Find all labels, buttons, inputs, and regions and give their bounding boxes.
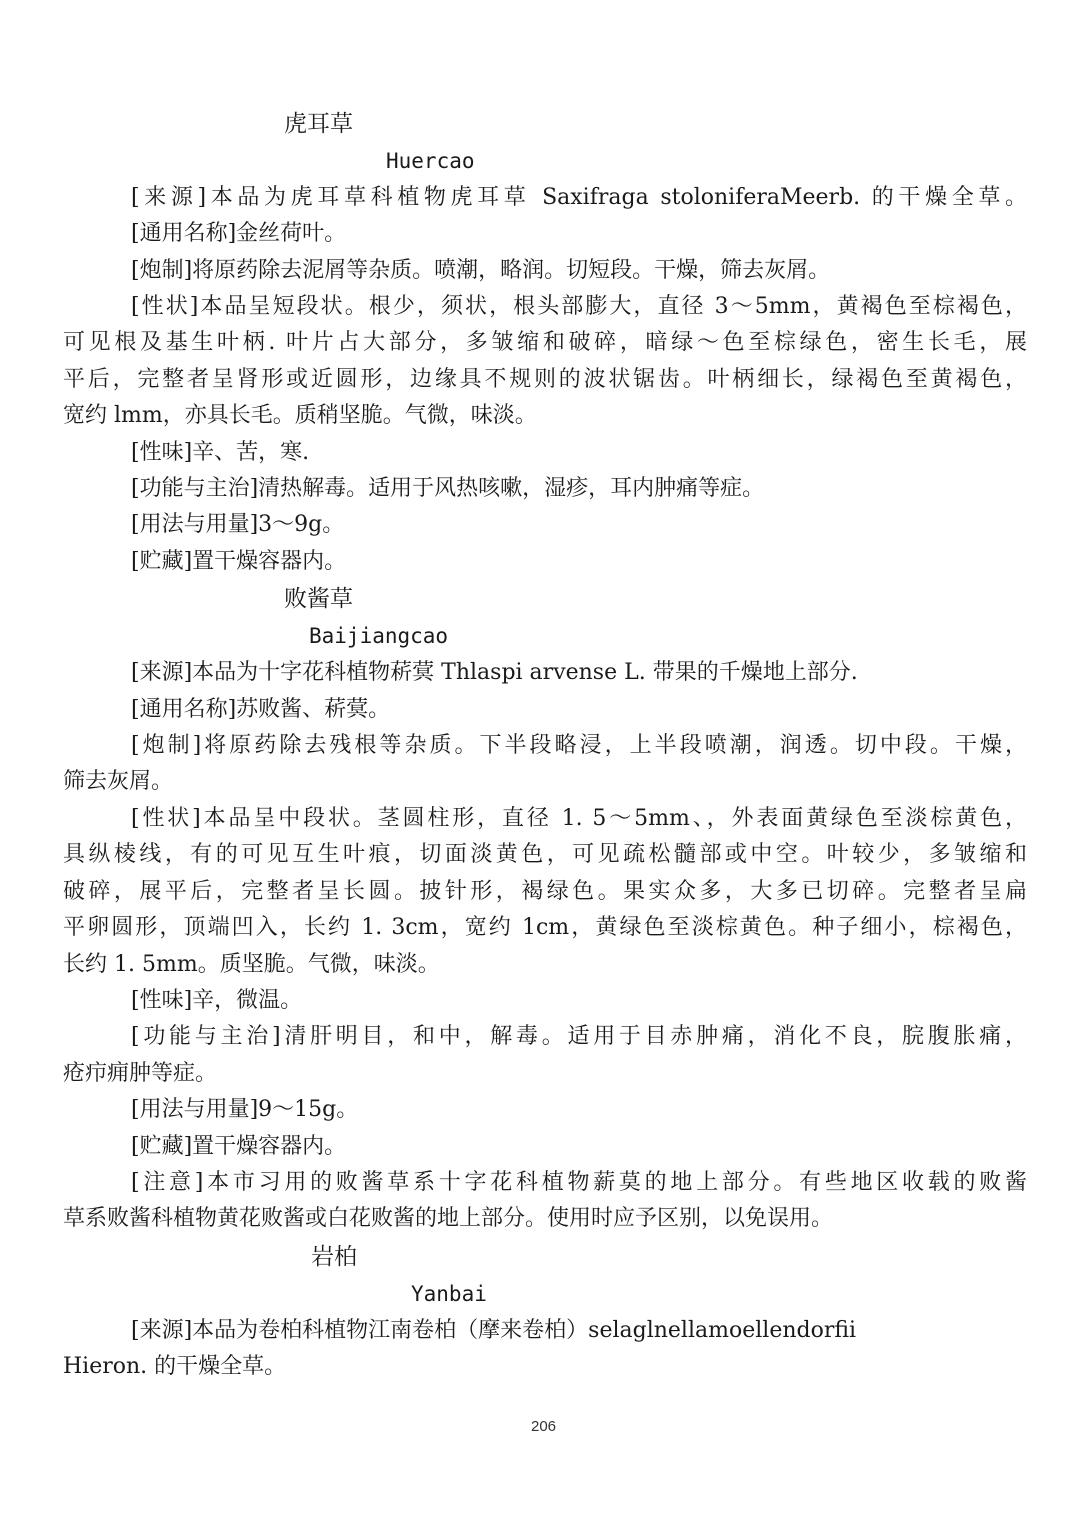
entry-pinyin: Yanbai — [411, 1282, 487, 1306]
entry-text-line: [用法与用量]9～15g。 — [131, 1097, 359, 1122]
entry-text-line: [功能与主治]清肝明目，和中，解毒。适用于目赤肿痛，消化不良，脘腹胀痛， — [131, 1024, 1027, 1049]
entry-text-line: 长约 1. 5mm。质坚脆。气微，味淡。 — [63, 952, 440, 977]
entry-text-line: [贮藏]置干燥容器内。 — [131, 1134, 347, 1159]
entry-text-line: [炮制]将原药除去泥屑等杂质。喷潮，略润。切短段。干燥，筛去灰屑。 — [131, 258, 831, 283]
entry-text-line: [功能与主治]清热解毒。适用于风热咳嗽，湿疹，耳内肿痛等症。 — [131, 476, 765, 501]
entry-text-line: 破碎，展平后，完整者呈长圆。披针形，褐绿色。果实众多，大多已切碎。完整者呈扁 — [63, 879, 1027, 904]
entry-text-line: [注意]本市习用的败酱草系十字花科植物薪莫的地上部分。有些地区收载的败酱 — [131, 1170, 1027, 1195]
entry-text-line: [通用名称]金丝荷叶。 — [131, 221, 347, 246]
entry-title: 虎耳草 — [284, 111, 353, 137]
entry-text-line: 筛去灰屑。 — [63, 769, 174, 794]
entry-text-line: Hieron. 的干燥全草。 — [63, 1354, 287, 1379]
entry-text-line: [来源]本品为卷柏科植物江南卷柏（摩来卷柏）selaglnellamoellendorfii — [131, 1318, 857, 1343]
entry-text-line: 可见根及基生叶柄. 叶片占大部分，多皱缩和破碎，暗绿～色至棕绿色，密生长毛，展 — [63, 330, 1027, 355]
entry-title: 岩柏 — [311, 1244, 357, 1270]
entry-pinyin: Baijiangcao — [309, 624, 449, 648]
entry-text-line: [来源]本品为虎耳草科植物虎耳草 Saxifraga stoloniferaMeerb. 的干燥全草。 — [131, 185, 1027, 210]
entry-text-line: [性味]辛、苦，寒. — [131, 440, 310, 465]
page-number: 206 — [530, 1418, 557, 1435]
entry-text-line: [通用名称]苏败酱、菥蓂。 — [131, 697, 391, 722]
entry-text-line: 具纵棱线，有的可见互生叶痕，切面淡黄色，可见疏松髓部或中空。叶较少，多皱缩和 — [63, 842, 1027, 867]
entry-text-line: 平卵圆形，顶端凹入，长约 1. 3cm，宽约 1cm，黄绿色至淡棕黄色。种子细小，棕褐色， — [63, 915, 1027, 940]
entry-text-line: [炮制]将原药除去残根等杂质。下半段略浸，上半段喷潮，润透。切中段。干燥， — [131, 733, 1027, 758]
entry-text-line: [用法与用量]3～9g。 — [131, 512, 345, 537]
entry-text-line: [性味]辛，微温。 — [131, 988, 303, 1013]
entry-title: 败酱草 — [284, 586, 353, 612]
entry-text-line: [来源]本品为十字花科植物菥蓂 Thlaspi arvense L. 带果的千燥地上部分. — [131, 660, 858, 685]
entry-text-line: [性状]本品呈短段状。根少，须状，根头部膨大，直径 3～5mm，黄褐色至棕褐色， — [131, 294, 1027, 319]
entry-text-line: [贮藏]置干燥容器内。 — [131, 549, 347, 574]
entry-text-line: 平后，完整者呈肾形或近圆形，边缘具不规则的波状锯齿。叶柄细长，绿褐色至黄褐色， — [63, 367, 1027, 392]
entry-text-line: 宽约 lmm，亦具长毛。质稍坚脆。气微，味淡。 — [63, 403, 537, 428]
entry-text-line: [性状]本品呈中段状。茎圆柱形，直径 1. 5～5mm、，外表面黄绿色至淡棕黄色， — [131, 806, 1027, 831]
entry-text-line: 疮疖痈肿等症。 — [63, 1061, 218, 1086]
entry-text-line: 草系败酱科植物黄花败酱或白花败酱的地上部分。使用时应予区别，以免误用。 — [63, 1206, 834, 1231]
entry-pinyin: Huercao — [386, 149, 475, 173]
